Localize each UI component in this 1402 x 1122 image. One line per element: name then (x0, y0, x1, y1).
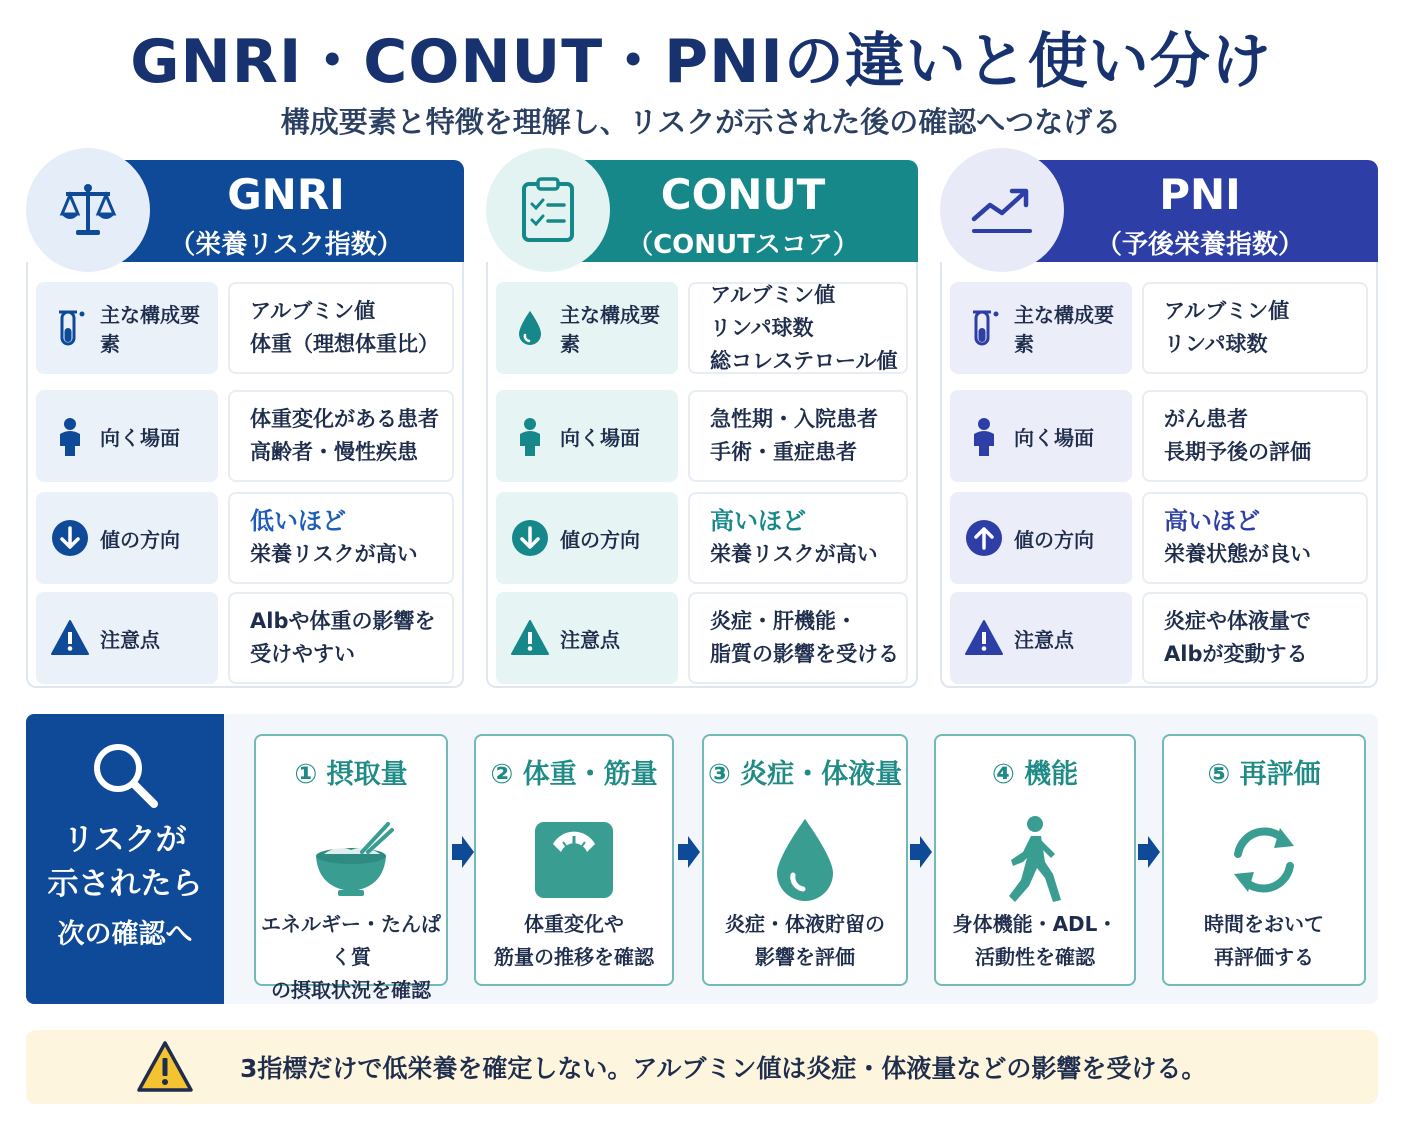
row-caution (496, 592, 908, 684)
card-gnri (26, 160, 464, 688)
card-body (26, 262, 464, 688)
value-line: 受けやすい (250, 642, 355, 666)
step-intake (254, 734, 448, 1002)
row-label (950, 492, 1132, 584)
value-line: 栄養リスクが高い (710, 542, 878, 566)
value-line: Albが変動する (1164, 642, 1308, 666)
row-label (36, 390, 218, 482)
notice-text: 3指標だけで低栄養を確定しない。アルブミン値は炎症・体液量などの影響を受ける。 (240, 1054, 1207, 1083)
row-caution (36, 592, 454, 684)
desc-line: 再評価する (1214, 945, 1314, 969)
arrow-down-icon (48, 516, 92, 560)
value-line: 栄養リスクが高い (250, 542, 418, 566)
step-inflammation (702, 734, 908, 986)
step-title: ⑤ 再評価 (1207, 759, 1321, 790)
person-icon (962, 414, 1006, 458)
test-tube-icon (48, 306, 92, 350)
row-label (496, 390, 678, 482)
person-icon (508, 414, 552, 458)
row-caution (950, 592, 1368, 684)
row-scenes (950, 390, 1368, 482)
trend-up-icon (940, 148, 1064, 272)
value-line: 総コレステロール値 (710, 348, 898, 373)
arrow-up-icon (962, 516, 1006, 560)
page-title: GNRI・CONUT・PNIの違いと使い分け (130, 27, 1272, 97)
row-label (36, 282, 218, 374)
step-desc (936, 908, 1134, 974)
arrow-right-icon (1136, 834, 1162, 870)
person-icon (48, 414, 92, 458)
card-pni (940, 160, 1378, 688)
value-line: 脂質の影響を受ける (710, 642, 899, 666)
arrow-right-icon (676, 834, 702, 870)
row-direction (36, 492, 454, 584)
warning-icon (48, 616, 92, 660)
row-label-text: 主な構成要素 (560, 303, 660, 356)
step-title: ③ 炎症・体液量 (707, 759, 903, 790)
water-drop-icon (704, 810, 906, 910)
row-direction (950, 492, 1368, 584)
rice-bowl-icon (256, 810, 446, 910)
card-body (940, 262, 1378, 688)
card-name: PNI (1159, 170, 1241, 219)
value-line: 急性期・入院患者 (710, 407, 878, 431)
direction-highlight: 高いほど (710, 507, 806, 535)
value-line: Albや体重の影響を (250, 609, 436, 633)
weight-scale-icon (476, 810, 672, 910)
caution-value (688, 592, 908, 684)
row-label (496, 282, 678, 374)
step-weight (474, 734, 674, 986)
row-scenes (36, 390, 454, 482)
row-label-text: 注意点 (1014, 627, 1074, 652)
step-title: ① 摂取量 (294, 759, 408, 790)
desc-line: 筋量の推移を確認 (494, 945, 654, 969)
step-desc (704, 908, 906, 974)
row-components (950, 282, 1368, 374)
card-name: CONUT (660, 170, 826, 219)
components-value (688, 282, 908, 374)
value-line: 手術・重症患者 (710, 440, 857, 464)
lead-line: 示されたら (47, 866, 203, 902)
step-desc (256, 908, 446, 1007)
desc-line: 体重変化や (524, 912, 624, 936)
value-line: 長期予後の評価 (1164, 440, 1311, 464)
row-label (496, 592, 678, 684)
row-label-text: 向く場面 (560, 425, 640, 450)
value-line: アルブミン値 (1164, 299, 1290, 323)
next-steps-lead (26, 714, 224, 1004)
value-line: アルブミン値 (710, 282, 836, 307)
components-value (1142, 282, 1368, 374)
direction-value (688, 492, 908, 584)
notice-banner (26, 1030, 1378, 1104)
row-label (950, 592, 1132, 684)
row-label (950, 390, 1132, 482)
balance-scale-icon (26, 148, 150, 272)
step-reevaluate (1162, 734, 1366, 986)
scenes-value (1142, 390, 1368, 482)
checklist-icon (486, 148, 610, 272)
page-subtitle: 構成要素と特徴を理解し、リスクが示された後の確認へつなげる (280, 105, 1122, 139)
value-line: 炎症や体液量で (1164, 609, 1311, 633)
desc-line: 活動性を確認 (975, 945, 1095, 969)
row-label-text: 値の方向 (100, 527, 180, 552)
arrow-right-icon (450, 834, 476, 870)
direction-value (1142, 492, 1368, 584)
caution-value (228, 592, 454, 684)
lead-line: 次の確認へ (57, 919, 193, 950)
value-line: 栄養状態が良い (1164, 542, 1311, 566)
value-line: リンパ球数 (710, 315, 814, 340)
row-components (36, 282, 454, 374)
search-icon (26, 738, 224, 812)
desc-line: 影響を評価 (755, 945, 855, 969)
row-label-text: 向く場面 (100, 425, 180, 450)
card-body (486, 262, 918, 688)
warning-icon (136, 1040, 194, 1094)
card-name: GNRI (227, 170, 345, 219)
card-subname: （予後栄養指数） (1095, 230, 1304, 260)
row-label-text: 主な構成要素 (1014, 303, 1114, 356)
card-subname: （CONUTスコア） (627, 230, 859, 260)
scenes-value (688, 390, 908, 482)
warning-icon (962, 616, 1006, 660)
value-line: 体重（理想体重比） (250, 332, 439, 356)
step-desc (1164, 908, 1364, 974)
walking-person-icon (936, 810, 1134, 910)
components-value (228, 282, 454, 374)
row-label-text: 値の方向 (1014, 527, 1094, 552)
row-label-text: 向く場面 (1014, 425, 1094, 450)
row-label-text: 主な構成要素 (100, 303, 200, 356)
value-line: アルブミン値 (250, 299, 376, 323)
desc-line: 時間をおいて (1204, 912, 1324, 936)
row-components (496, 282, 908, 374)
card-subname: （栄養リスク指数） (169, 230, 403, 260)
lead-line: リスクが (63, 822, 187, 858)
desc-line: 身体機能・ADL・ (952, 912, 1118, 936)
test-tube-icon (962, 306, 1006, 350)
row-label (36, 492, 218, 584)
warning-icon (508, 616, 552, 660)
row-label (950, 282, 1132, 374)
desc-line: 炎症・体液貯留の (725, 912, 885, 936)
card-conut (486, 160, 918, 688)
value-line: がん患者 (1164, 407, 1248, 431)
row-label-text: 注意点 (560, 627, 620, 652)
row-label (496, 492, 678, 584)
arrow-right-icon (908, 834, 934, 870)
water-drop-icon (508, 306, 552, 350)
lead-text (26, 818, 224, 906)
direction-value (228, 492, 454, 584)
desc-line: エネルギー・たんぱく質 (261, 912, 441, 969)
value-line: リンパ球数 (1164, 332, 1268, 356)
step-function (934, 734, 1136, 986)
value-line: 体重変化がある患者 (250, 407, 439, 431)
direction-highlight: 高いほど (1164, 507, 1260, 535)
row-label-text: 値の方向 (560, 527, 640, 552)
refresh-cycle-icon (1164, 810, 1364, 910)
row-label-text: 注意点 (100, 627, 160, 652)
value-line: 炎症・肝機能・ (710, 609, 857, 633)
row-scenes (496, 390, 908, 482)
value-line: 高齢者・慢性疾患 (250, 440, 418, 464)
step-title: ② 体重・筋量 (490, 759, 658, 790)
desc-line: の摂取状況を確認 (271, 978, 431, 1002)
row-label (36, 592, 218, 684)
arrow-down-icon (508, 516, 552, 560)
row-direction (496, 492, 908, 584)
scenes-value (228, 390, 454, 482)
step-desc (476, 908, 672, 974)
caution-value (1142, 592, 1368, 684)
step-title: ④ 機能 (991, 759, 1079, 790)
direction-highlight: 低いほど (250, 507, 346, 535)
